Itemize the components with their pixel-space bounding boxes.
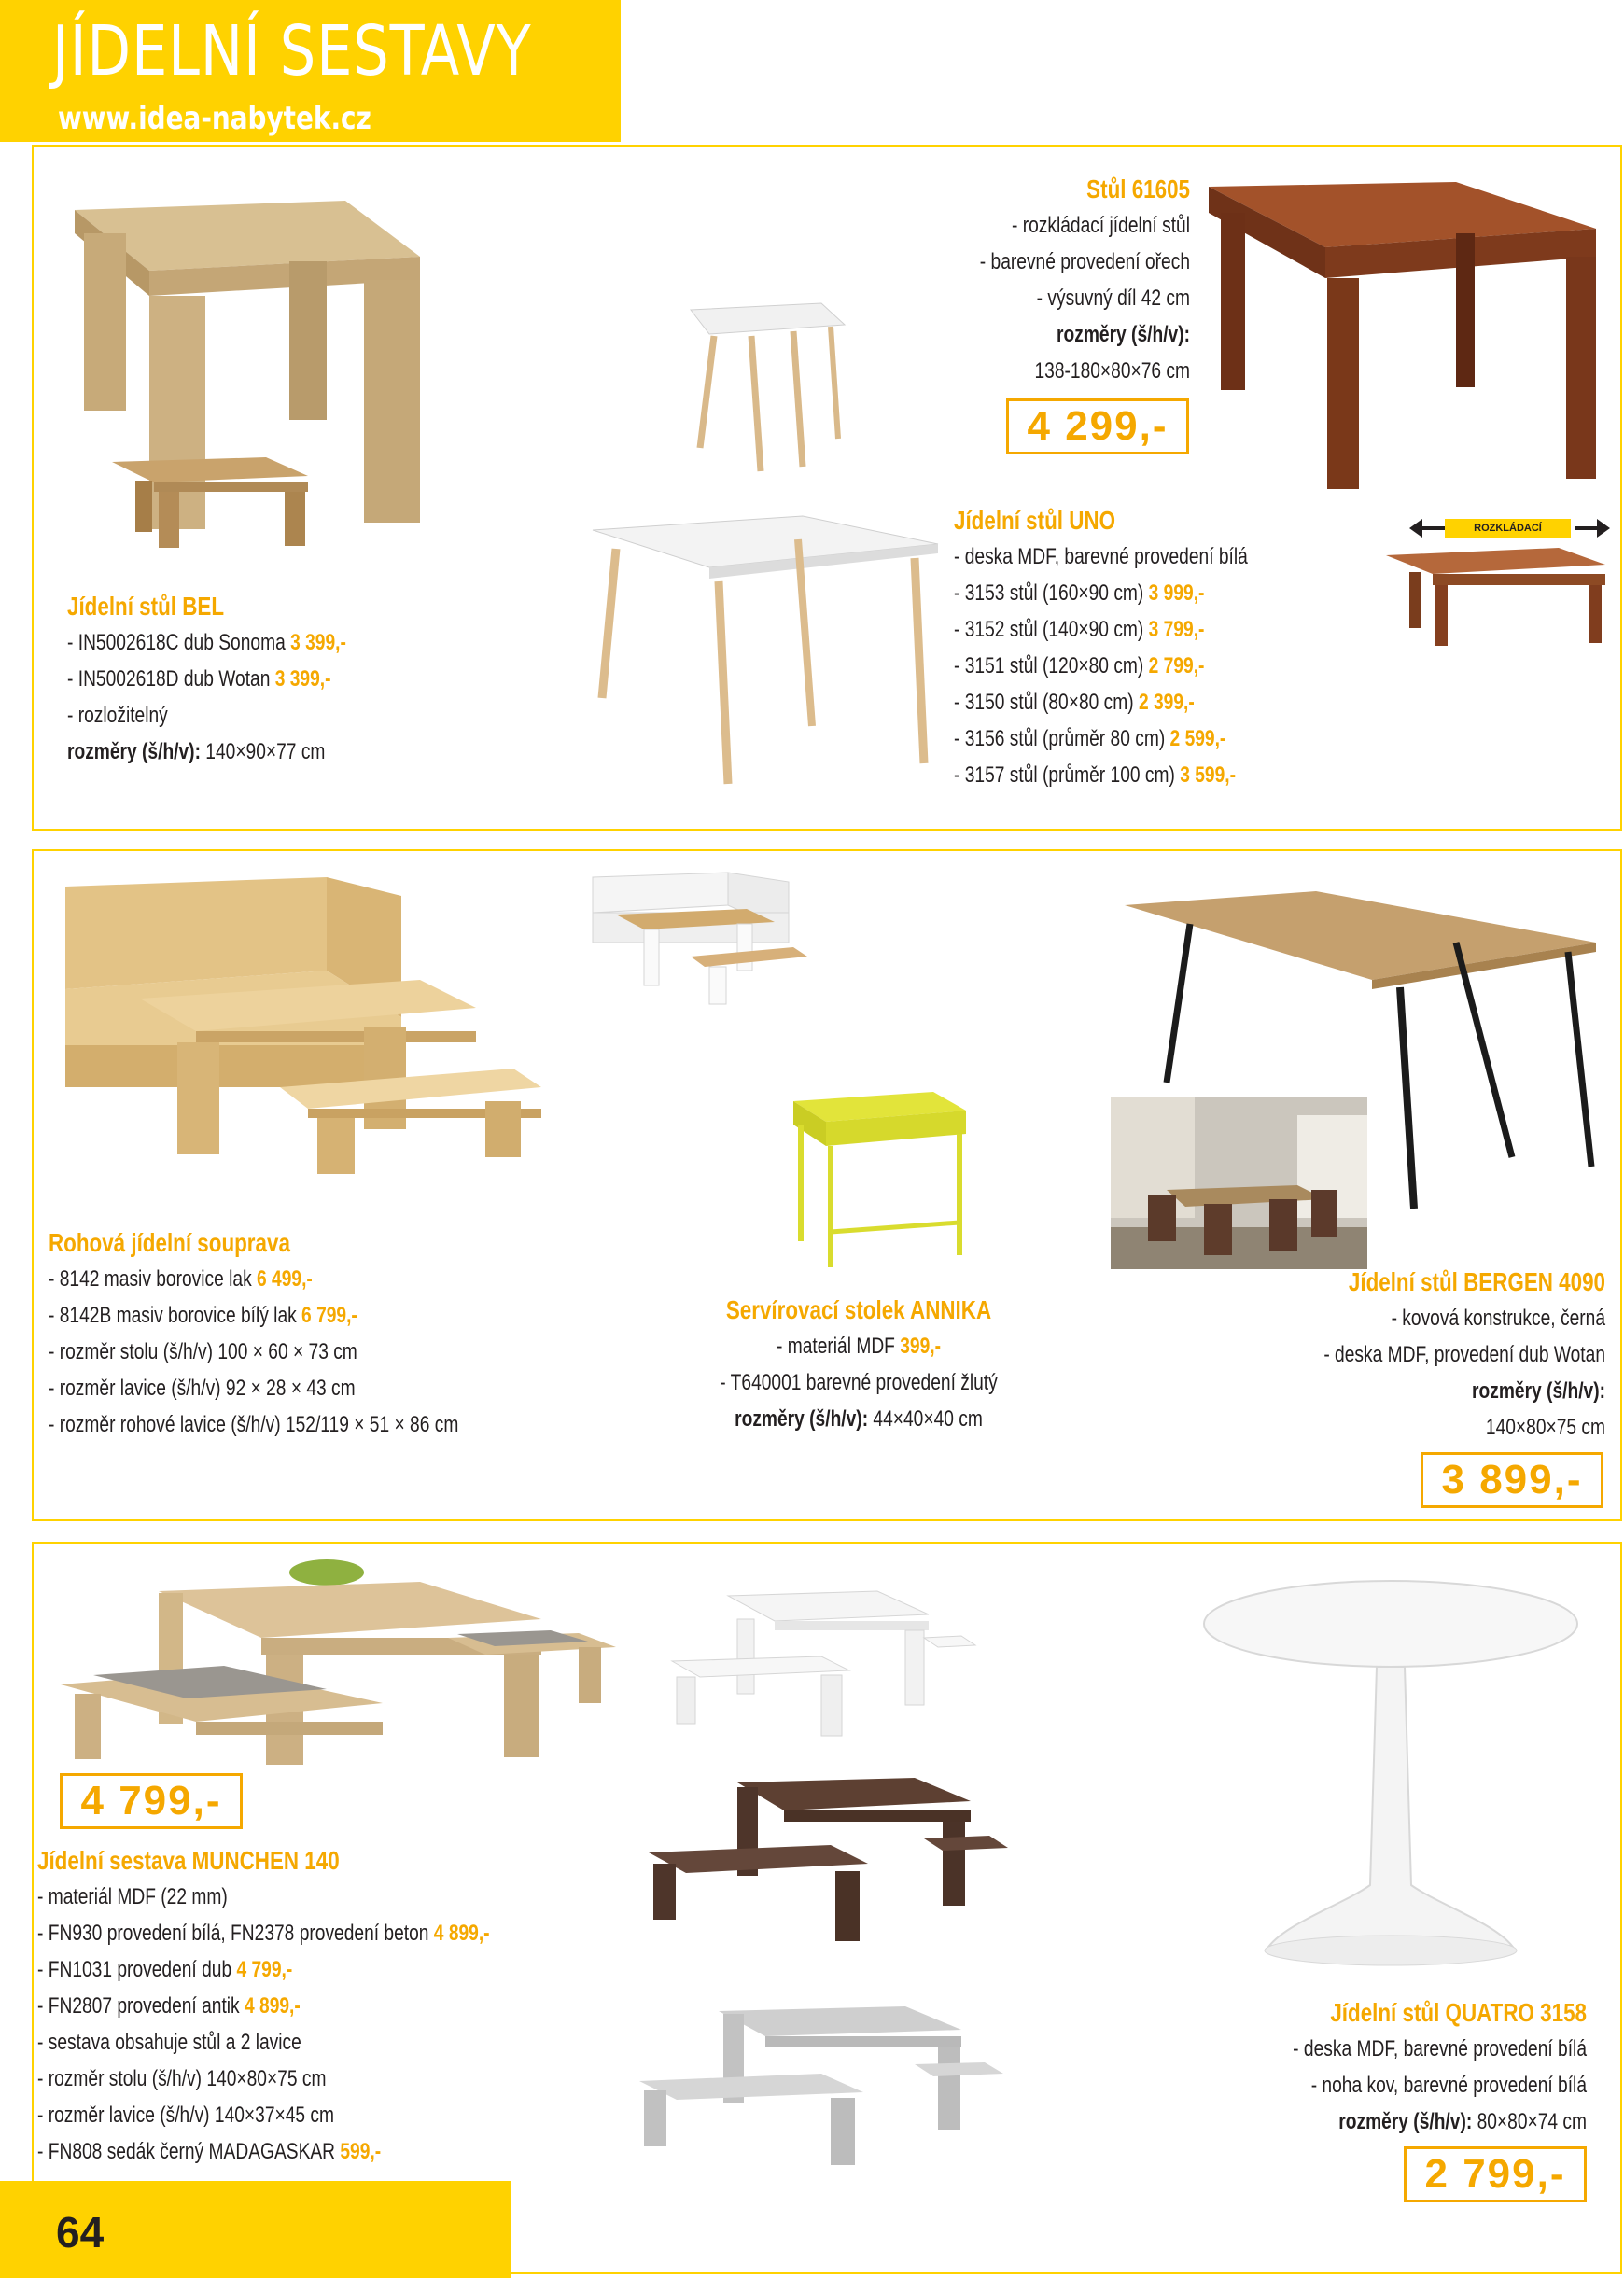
- bel-dimensions: rozměry (š/h/v): 140×90×77 cm: [67, 739, 326, 764]
- uno-line: - deska MDF, barevné provedení bílá: [954, 544, 1248, 569]
- stul-61605-table-image: [1204, 177, 1605, 495]
- stul-61605-line: - rozkládací jídelní stůl: [1011, 213, 1190, 238]
- bergen-line: - deska MDF, provedení dub Wotan: [1323, 1342, 1605, 1367]
- rohova-white-set-image: [588, 868, 812, 1008]
- rozkladaci-badge-label: ROZKLÁDACÍ: [1474, 523, 1542, 534]
- uno-square-table-image: [672, 299, 849, 476]
- munchen-concrete-set-image: [635, 2006, 1008, 2170]
- rohova-line: - rozměr rohové lavice (š/h/v) 152/119 × 51 × 86 cm: [49, 1412, 459, 1437]
- stul-61605-name: Stůl 61605: [1086, 175, 1190, 203]
- rohova-line: - 8142B masiv borovice bílý lak 6 799,-: [49, 1303, 357, 1328]
- bel-table-extended-image: [107, 453, 308, 551]
- munchen-line: - FN2807 provedení antik 4 899,-: [37, 1993, 301, 2019]
- bergen-line: - kovová konstrukce, černá: [1391, 1306, 1605, 1331]
- stul-61605-extended-image: [1381, 546, 1610, 649]
- website-link[interactable]: www.idea-nabytek.cz: [58, 100, 371, 137]
- uno-line: - 3152 stůl (140×90 cm) 3 799,-: [954, 617, 1205, 642]
- munchen-line: - materiál MDF (22 mm): [37, 1884, 228, 1909]
- quatro-dimensions: rozměry (š/h/v): 80×80×74 cm: [1338, 2109, 1587, 2134]
- uno-rect-table-image: [588, 511, 943, 791]
- munchen-line: - FN808 sedák černý MADAGASKAR 599,-: [37, 2139, 382, 2164]
- stul-61605-description: [947, 171, 1190, 389]
- rohova-name: Rohová jídelní souprava: [49, 1228, 290, 1257]
- bel-name: Jídelní stůl BEL: [67, 592, 225, 621]
- annika-line: - T640001 barevné provedení žlutý: [720, 1370, 998, 1395]
- bergen-description: [1254, 1264, 1605, 1446]
- munchen-set-image: [56, 1554, 616, 1768]
- uno-name: Jídelní stůl UNO: [954, 506, 1115, 535]
- munchen-name: Jídelní sestava MUNCHEN 140: [37, 1846, 340, 1875]
- rohova-line: - rozměr stolu (š/h/v) 100 × 60 × 73 cm: [49, 1339, 357, 1364]
- munchen-line: - FN1031 provedení dub 4 799,-: [37, 1957, 293, 1982]
- munchen-price: 4 799,-: [60, 1773, 243, 1829]
- bergen-room-photo: [1111, 1097, 1367, 1269]
- stul-61605-dims-value: 138-180×80×76 cm: [1034, 358, 1190, 384]
- annika-name: Servírovací stolek ANNIKA: [725, 1295, 992, 1324]
- uno-line: - 3151 stůl (120×80 cm) 2 799,-: [954, 653, 1205, 678]
- quatro-round-table-image: [1195, 1577, 1587, 1969]
- rohova-line: - rozměr lavice (š/h/v) 92 × 28 × 43 cm: [49, 1376, 356, 1401]
- bel-description: [67, 588, 346, 770]
- stul-61605-line: - barevné provedení ořech: [979, 249, 1190, 274]
- quatro-line: - deska MDF, barevné provedení bílá: [1293, 2036, 1587, 2061]
- stul-61605-line: - výsuvný díl 42 cm: [1036, 286, 1190, 311]
- munchen-line: - sestava obsahuje stůl a 2 lavice: [37, 2030, 301, 2055]
- munchen-line: - rozměr stolu (š/h/v) 140×80×75 cm: [37, 2066, 327, 2091]
- bergen-dims-label: rozměry (š/h/v):: [1472, 1378, 1605, 1404]
- munchen-description: [37, 1842, 490, 2170]
- bel-line: - IN5002618D dub Wotan 3 399,-: [67, 666, 331, 692]
- quatro-line: - noha kov, barevné provedení bílá: [1310, 2073, 1587, 2098]
- page-number-block: [0, 2181, 511, 2278]
- catalog-header: [0, 0, 621, 142]
- uno-line: - 3150 stůl (80×80 cm) 2 399,-: [954, 690, 1195, 715]
- bergen-name: Jídelní stůl BERGEN 4090: [1348, 1267, 1605, 1296]
- annika-description: [709, 1292, 1008, 1437]
- catalog-title: JÍDELNÍ SESTAVY: [52, 11, 532, 91]
- double-arrow-icon: [1409, 519, 1610, 538]
- rohova-line: - 8142 masiv borovice lak 6 499,-: [49, 1266, 313, 1292]
- bel-line: - IN5002618C dub Sonoma 3 399,-: [67, 630, 346, 655]
- stul-61605-dims-label: rozměry (š/h/v):: [1057, 322, 1190, 347]
- stul-61605-price: 4 299,-: [1006, 398, 1189, 454]
- uno-line: - 3156 stůl (průměr 80 cm) 2 599,-: [954, 726, 1226, 751]
- rohova-description: [49, 1224, 458, 1443]
- quatro-price: 2 799,-: [1404, 2146, 1587, 2202]
- bel-line: - rozložitelný: [67, 703, 168, 728]
- uno-description: [954, 502, 1248, 793]
- uno-line: - 3153 stůl (160×90 cm) 3 999,-: [954, 580, 1205, 606]
- annika-line: - materiál MDF 399,-: [776, 1334, 942, 1359]
- bergen-dims-value: 140×80×75 cm: [1485, 1415, 1605, 1440]
- munchen-line: - FN930 provedení bílá, FN2378 provedení beton 4 899,-: [37, 1921, 490, 1946]
- bergen-price: 3 899,-: [1421, 1452, 1603, 1508]
- annika-serving-table-image: [784, 1083, 971, 1269]
- munchen-white-set-image: [663, 1591, 980, 1745]
- quatro-name: Jídelní stůl QUATRO 3158: [1330, 1998, 1587, 2027]
- munchen-dark-set-image: [644, 1778, 1008, 1946]
- munchen-line: - rozměr lavice (š/h/v) 140×37×45 cm: [37, 2103, 334, 2128]
- page-number: 64: [56, 2208, 105, 2257]
- uno-line: - 3157 stůl (průměr 100 cm) 3 599,-: [954, 762, 1236, 788]
- annika-dimensions: rozměry (š/h/v): 44×40×40 cm: [735, 1406, 983, 1432]
- rohova-corner-set-image: [56, 868, 551, 1176]
- quatro-description: [1251, 1994, 1587, 2140]
